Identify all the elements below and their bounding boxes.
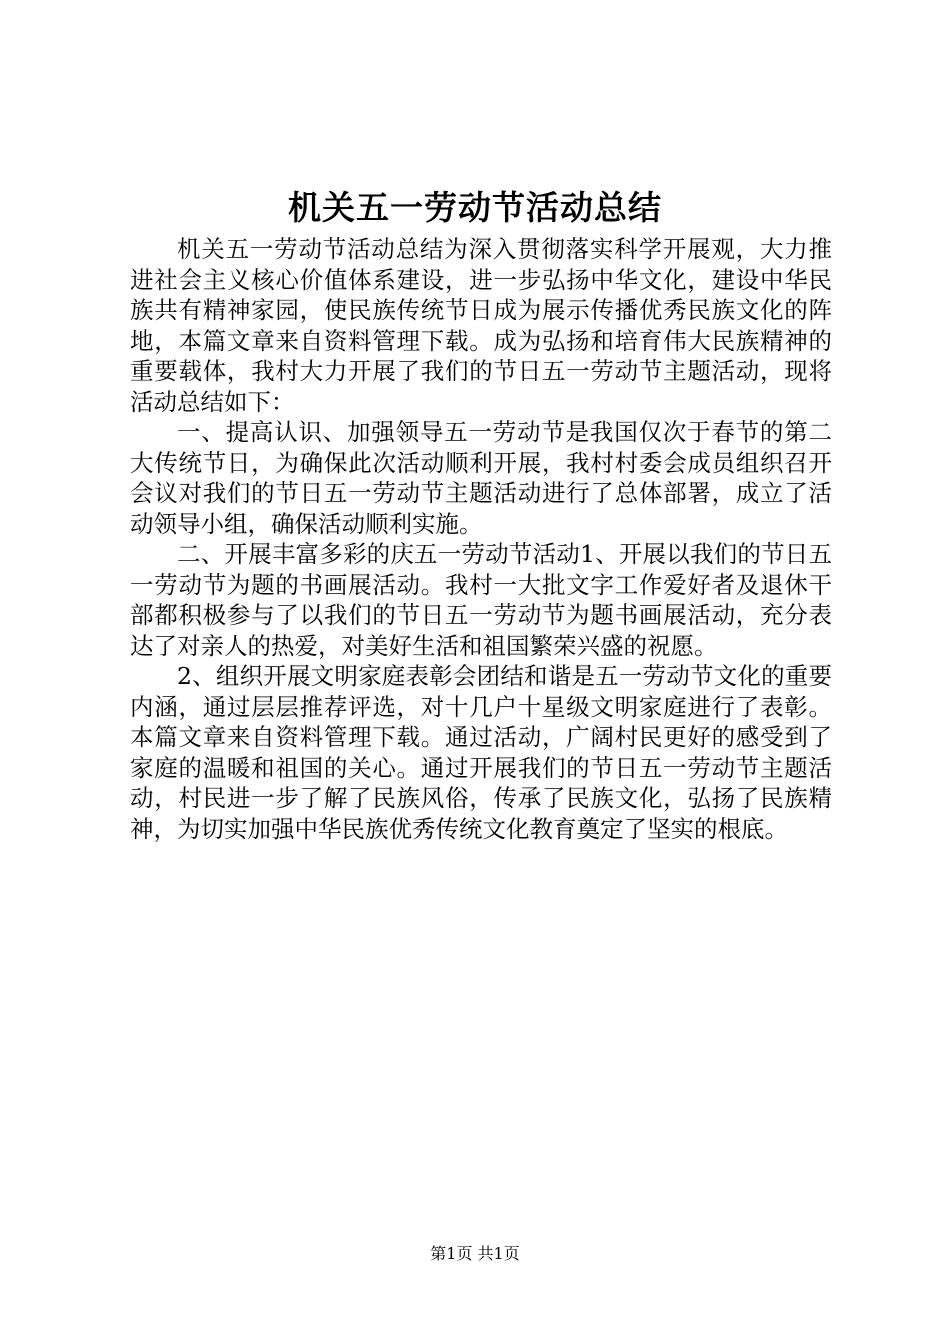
document-body bbox=[130, 234, 832, 844]
document-title: 机关五一劳动节活动总结 bbox=[288, 188, 662, 227]
page-number-footer: 第1页 共1页 bbox=[430, 1244, 520, 1263]
paragraph-intro: 机关五一劳动节活动总结为深入贯彻落实科学开展观，大力推进社会主义核心价值体系建设，进一步弘扬中华文化，建设中华民族共有精神家园，使民族传统节日成为展示传播优秀民族文化的阵地，本篇文章来自资料管理下载。成为弘扬和培育伟大民族精神的重要载体，我村大力开展了我们的节日五一劳动节主题活动，现将活动总结如下： bbox=[130, 235, 832, 416]
paragraph-section-2: 二、开展丰富多彩的庆五一劳动节活动1、开展以我们的节日五一劳动节为题的书画展活动。我村一大批文字工作爱好者及退休干部都积极参与了以我们的节日五一劳动节为题书画展活动，充分表达了对亲人的热爱，对美好生活和祖国繁荣兴盛的祝愿。 bbox=[130, 540, 832, 660]
paragraph-section-2-item-2: 2、组织开展文明家庭表彰会团结和谐是五一劳动节文化的重要内涵，通过层层推荐评选，对十几户十星级文明家庭进行了表彰。本篇文章来自资料管理下载。通过活动，广阔村民更好的感受到了家庭的温暖和祖国的关心。通过开展我们的节日五一劳动节主题活动，村民进一步了解了民族风俗，传承了民族文化，弘扬了民族精神，为切实加强中华民族优秀传统文化教育奠定了坚实的根底。 bbox=[130, 662, 832, 843]
paragraph-section-1: 一、提高认识、加强领导五一劳动节是我国仅次于春节的第二大传统节日，为确保此次活动顺利开展，我村村委会成员组织召开会议对我们的节日五一劳动节主题活动进行了总体部署，成立了活动领导小组，确保活动顺利实施。 bbox=[130, 418, 832, 538]
